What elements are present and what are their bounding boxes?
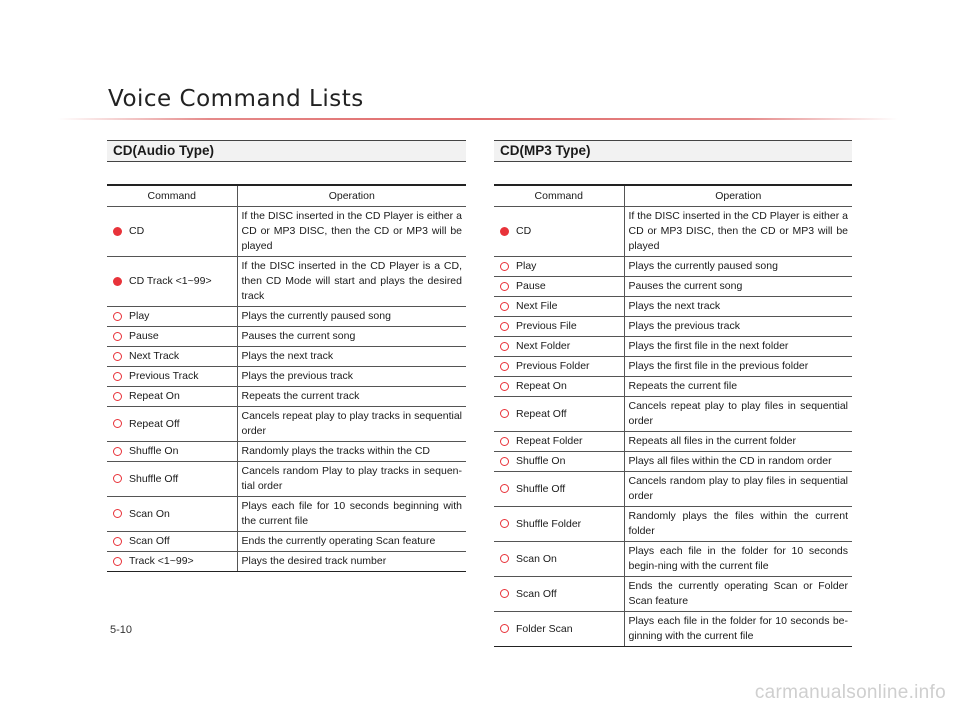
command-name: CD [127, 207, 237, 257]
audio-table-body [107, 207, 466, 572]
command-operation: Plays the first file in the next folder [624, 337, 852, 357]
command-name: Shuffle Folder [514, 507, 624, 542]
table-row [107, 552, 466, 572]
row-marker-cell [494, 277, 514, 297]
open-circle-icon [500, 409, 509, 418]
row-marker-cell [107, 552, 127, 572]
title-divider [58, 118, 898, 120]
audio-section-header [107, 140, 466, 162]
table-row [107, 442, 466, 462]
command-operation: Plays each file in the folder for 10 seconds be-ginning with the current file [624, 612, 852, 647]
open-circle-icon [113, 352, 122, 361]
table-row [494, 612, 852, 647]
open-circle-icon [113, 372, 122, 381]
command-name: Previous Track [127, 367, 237, 387]
command-operation: Plays each file for 10 seconds beginning with the current file [237, 497, 466, 532]
table-row [494, 207, 852, 257]
table-row [494, 337, 852, 357]
table-row [107, 532, 466, 552]
row-marker-cell [494, 337, 514, 357]
row-marker-cell [107, 257, 127, 307]
command-operation: Cancels random play to play files in sequential order [624, 472, 852, 507]
mp3-section-header [494, 140, 852, 162]
table-row [494, 357, 852, 377]
command-operation: Cancels repeat play to play files in sequential order [624, 397, 852, 432]
command-operation: If the DISC inserted in the CD Player is either a CD or MP3 DISC, then the CD or MP3 will be played [624, 207, 852, 257]
open-circle-icon [500, 624, 509, 633]
command-operation: Repeats the current file [624, 377, 852, 397]
audio-col-operation: Operation [237, 185, 466, 207]
command-operation: Ends the currently operating Scan or Folder Scan feature [624, 577, 852, 612]
open-circle-icon [500, 302, 509, 311]
command-name: Next Folder [514, 337, 624, 357]
command-name: Play [127, 307, 237, 327]
table-row [494, 452, 852, 472]
command-operation: Repeats all files in the current folder [624, 432, 852, 452]
command-name: Next File [514, 297, 624, 317]
audio-col-command: Command [107, 185, 237, 207]
command-name: Shuffle Off [127, 462, 237, 497]
mp3-col-operation: Operation [624, 185, 852, 207]
table-row [494, 507, 852, 542]
open-circle-icon [500, 342, 509, 351]
open-circle-icon [113, 537, 122, 546]
table-row [494, 432, 852, 452]
row-marker-cell [494, 397, 514, 432]
command-operation: Plays the next track [237, 347, 466, 367]
command-name: Pause [127, 327, 237, 347]
command-name: Shuffle On [127, 442, 237, 462]
open-circle-icon [113, 509, 122, 518]
command-name: Scan Off [514, 577, 624, 612]
row-marker-cell [107, 347, 127, 367]
table-row [107, 497, 466, 532]
filled-circle-icon [113, 277, 122, 286]
row-marker-cell [494, 507, 514, 542]
command-name: CD Track <1~99> [127, 257, 237, 307]
command-name: Repeat On [514, 377, 624, 397]
command-name: Shuffle On [514, 452, 624, 472]
table-row [494, 577, 852, 612]
table-row [494, 542, 852, 577]
table-row [107, 407, 466, 442]
row-marker-cell [107, 307, 127, 327]
command-operation: If the DISC inserted in the CD Player is a CD, then CD Mode will start and plays the desired track [237, 257, 466, 307]
command-operation: Plays each file in the folder for 10 seconds begin-ning with the current file [624, 542, 852, 577]
open-circle-icon [500, 589, 509, 598]
command-name: CD [514, 207, 624, 257]
row-marker-cell [107, 207, 127, 257]
open-circle-icon [113, 419, 122, 428]
open-circle-icon [113, 312, 122, 321]
open-circle-icon [500, 437, 509, 446]
mp3-command-table [494, 184, 852, 647]
command-name: Previous File [514, 317, 624, 337]
open-circle-icon [500, 554, 509, 563]
command-name: Track <1~99> [127, 552, 237, 572]
command-operation: Plays all files within the CD in random order [624, 452, 852, 472]
command-operation: Pauses the current song [237, 327, 466, 347]
row-marker-cell [107, 327, 127, 347]
table-row [494, 257, 852, 277]
filled-circle-icon [500, 227, 509, 236]
audio-section-title: CD(Audio Type) [113, 143, 214, 158]
mp3-section-title: CD(MP3 Type) [500, 143, 591, 158]
row-marker-cell [107, 442, 127, 462]
command-operation: Plays the next track [624, 297, 852, 317]
row-marker-cell [494, 297, 514, 317]
open-circle-icon [500, 519, 509, 528]
table-row [494, 472, 852, 507]
command-operation: Plays the currently paused song [237, 307, 466, 327]
open-circle-icon [500, 322, 509, 331]
row-marker-cell [107, 497, 127, 532]
command-name: Play [514, 257, 624, 277]
row-marker-cell [107, 367, 127, 387]
open-circle-icon [500, 457, 509, 466]
open-circle-icon [500, 362, 509, 371]
row-marker-cell [107, 462, 127, 497]
page-number: 5-10 [110, 624, 133, 636]
open-circle-icon [500, 262, 509, 271]
command-operation: Plays the desired track number [237, 552, 466, 572]
open-circle-icon [113, 474, 122, 483]
table-row [107, 207, 466, 257]
command-name: Pause [514, 277, 624, 297]
open-circle-icon [113, 392, 122, 401]
row-marker-cell [494, 452, 514, 472]
command-operation: Plays the currently paused song [624, 257, 852, 277]
row-marker-cell [494, 207, 514, 257]
command-operation: Randomly plays the tracks within the CD [237, 442, 466, 462]
command-operation: Plays the first file in the previous folder [624, 357, 852, 377]
command-name: Scan On [514, 542, 624, 577]
table-row [107, 387, 466, 407]
command-name: Next Track [127, 347, 237, 367]
row-marker-cell [494, 577, 514, 612]
open-circle-icon [113, 332, 122, 341]
table-row [107, 347, 466, 367]
command-name: Repeat Folder [514, 432, 624, 452]
command-operation: Repeats the current track [237, 387, 466, 407]
mp3-table-body [494, 207, 852, 647]
command-operation: Plays the previous track [624, 317, 852, 337]
row-marker-cell [494, 257, 514, 277]
command-name: Scan On [127, 497, 237, 532]
table-row [494, 377, 852, 397]
command-operation: Cancels repeat play to play tracks in sequential order [237, 407, 466, 442]
row-marker-cell [107, 532, 127, 552]
row-marker-cell [494, 542, 514, 577]
open-circle-icon [500, 382, 509, 391]
table-row [107, 307, 466, 327]
open-circle-icon [500, 282, 509, 291]
row-marker-cell [494, 472, 514, 507]
row-marker-cell [107, 407, 127, 442]
table-row [494, 397, 852, 432]
mp3-col-command: Command [494, 185, 624, 207]
table-row [107, 462, 466, 497]
table-row [107, 327, 466, 347]
command-name: Repeat Off [514, 397, 624, 432]
command-operation: Cancels random Play to play tracks in sequen-tial order [237, 462, 466, 497]
command-operation: If the DISC inserted in the CD Player is either a CD or MP3 DISC, then the CD or MP3 will be played [237, 207, 466, 257]
command-operation: Pauses the current song [624, 277, 852, 297]
audio-command-table [107, 184, 466, 572]
watermark: carmanualsonline.info [754, 682, 946, 703]
command-name: Shuffle Off [514, 472, 624, 507]
row-marker-cell [494, 432, 514, 452]
command-name: Repeat On [127, 387, 237, 407]
open-circle-icon [113, 447, 122, 456]
table-row [494, 297, 852, 317]
command-name: Folder Scan [514, 612, 624, 647]
command-name: Repeat Off [127, 407, 237, 442]
table-row [107, 367, 466, 387]
row-marker-cell [494, 377, 514, 397]
page-title: Voice Command Lists [108, 86, 364, 112]
command-operation: Randomly plays the files within the current folder [624, 507, 852, 542]
command-name: Previous Folder [514, 357, 624, 377]
row-marker-cell [494, 317, 514, 337]
command-name: Scan Off [127, 532, 237, 552]
row-marker-cell [107, 387, 127, 407]
table-row [494, 277, 852, 297]
row-marker-cell [494, 612, 514, 647]
command-operation: Ends the currently operating Scan feature [237, 532, 466, 552]
open-circle-icon [113, 557, 122, 566]
filled-circle-icon [113, 227, 122, 236]
table-row [107, 257, 466, 307]
open-circle-icon [500, 484, 509, 493]
command-operation: Plays the previous track [237, 367, 466, 387]
table-row [494, 317, 852, 337]
row-marker-cell [494, 357, 514, 377]
